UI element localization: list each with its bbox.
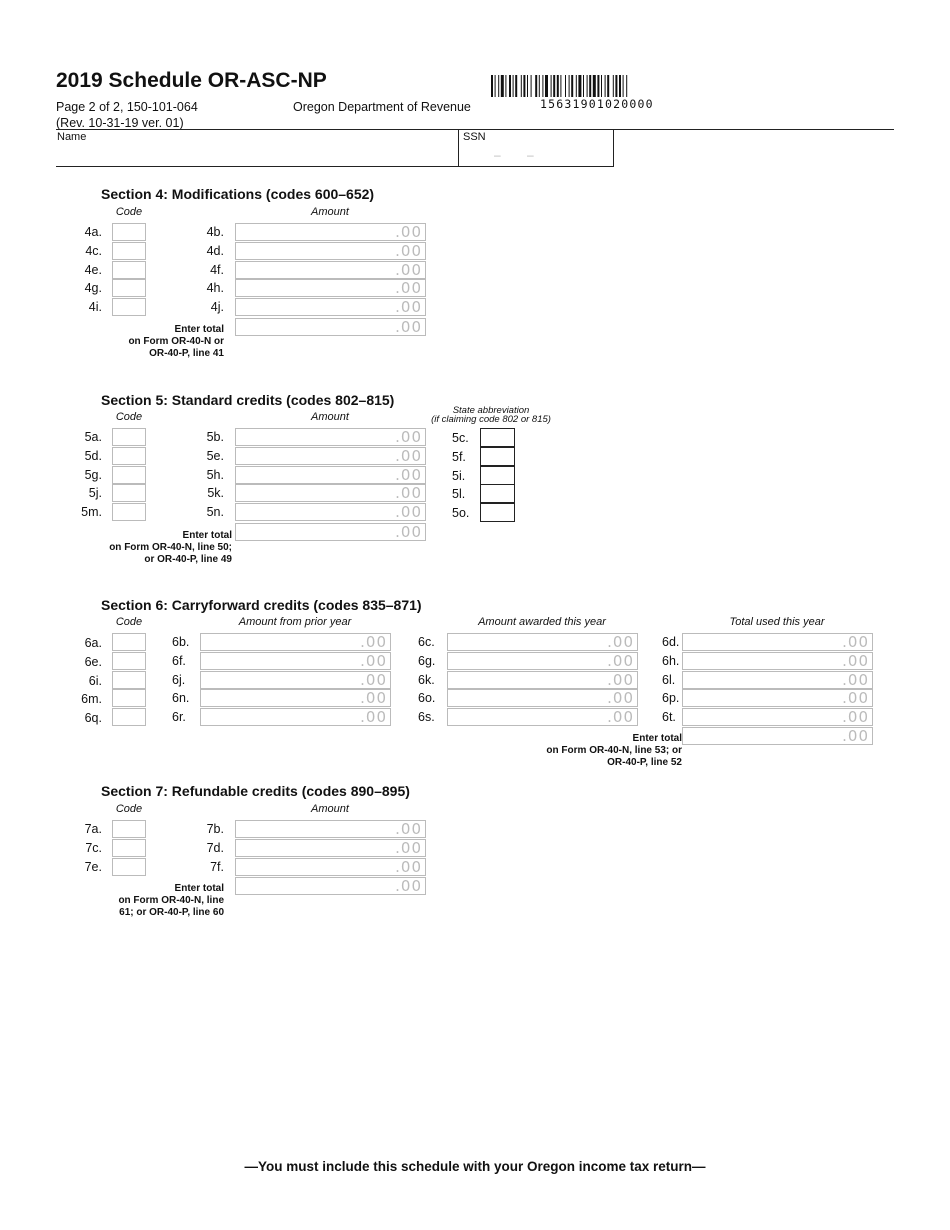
- section7-total-amount[interactable]: [235, 877, 426, 895]
- barcode-bar: [527, 75, 528, 97]
- barcode-bar: [607, 75, 609, 97]
- barcode-bar: [501, 75, 504, 97]
- barcode-bar: [523, 75, 525, 97]
- awarded-amount-input[interactable]: [447, 633, 638, 651]
- section7-total-label-line: 61; or OR-40-P, line 60: [119, 907, 224, 918]
- prior-year-amount-input[interactable]: [200, 708, 391, 726]
- section4-title: Section 4: Modifications (codes 600–652): [101, 186, 375, 202]
- code-input[interactable]: [112, 298, 146, 316]
- barcode-icon: [491, 75, 703, 97]
- cents-placeholder: .00: [395, 428, 422, 446]
- row-label: 6a.: [84, 636, 102, 650]
- barcode-bar: [498, 75, 499, 97]
- row-label: 6l.: [662, 672, 676, 687]
- section5-state-header-line: State abbreviation: [452, 405, 530, 416]
- cents-placeholder: .00: [395, 838, 422, 857]
- row-label: 5h.: [206, 467, 224, 482]
- barcode-bar: [545, 75, 548, 97]
- cents-placeholder: .00: [842, 689, 869, 708]
- cents-placeholder: .00: [360, 651, 387, 670]
- row-label: 7f.: [210, 859, 224, 874]
- code-input[interactable]: [112, 428, 146, 446]
- row-label: 5b.: [206, 430, 224, 444]
- agency-name: Oregon Department of Revenue: [293, 100, 471, 114]
- section5-title: Section 5: Standard credits (codes 802–815): [101, 392, 395, 408]
- row-label: 7a.: [84, 822, 102, 836]
- row-label: 4a.: [84, 225, 102, 239]
- section5-state-header: [425, 406, 557, 424]
- barcode-bar: [505, 75, 506, 97]
- code-input[interactable]: [112, 633, 146, 651]
- code-input[interactable]: [112, 652, 146, 670]
- name-label: Name: [57, 131, 87, 143]
- barcode-bar: [531, 75, 532, 97]
- section4-total-amount[interactable]: [235, 318, 426, 336]
- cents-placeholder: .00: [360, 633, 387, 651]
- section4-amount-header: Amount: [311, 206, 349, 218]
- row-label: 7c.: [85, 840, 102, 855]
- barcode-bar: [513, 75, 514, 97]
- amount-input[interactable]: [235, 261, 426, 279]
- row-label: 7e.: [84, 859, 102, 874]
- prior-year-amount-input[interactable]: [200, 671, 391, 689]
- used-amount-input[interactable]: [682, 689, 873, 707]
- cents-placeholder: .00: [395, 877, 422, 895]
- cents-placeholder: .00: [607, 689, 634, 708]
- code-input[interactable]: [112, 242, 146, 260]
- code-input[interactable]: [112, 279, 146, 297]
- row-label: 5a.: [84, 430, 102, 444]
- section5-total-label-line: on Form OR-40-N, line 50;: [109, 542, 232, 553]
- code-input[interactable]: [112, 261, 146, 279]
- awarded-amount-input[interactable]: [447, 671, 638, 689]
- section6-total-label-line: Enter total: [632, 733, 682, 744]
- row-label: 4f.: [210, 262, 224, 277]
- row-label: 6i.: [88, 673, 102, 688]
- section4-total-label-line: on Form OR-40-N or: [128, 336, 224, 347]
- cents-placeholder: .00: [842, 727, 869, 745]
- cents-placeholder: .00: [395, 223, 422, 241]
- section7-code-header: Code: [115, 803, 143, 815]
- code-input[interactable]: [112, 820, 146, 838]
- used-amount-input[interactable]: [682, 633, 873, 651]
- barcode-bar: [569, 75, 570, 97]
- section5-code-header: Code: [115, 411, 143, 423]
- used-amount-input[interactable]: [682, 708, 873, 726]
- code-input[interactable]: [112, 858, 146, 876]
- state-abbreviation-input[interactable]: [480, 484, 515, 503]
- barcode-bar: [626, 75, 627, 97]
- cents-placeholder: .00: [360, 670, 387, 689]
- row-label: 6s.: [418, 710, 435, 725]
- amount-input[interactable]: [235, 839, 426, 857]
- section6-total-amount[interactable]: [682, 727, 873, 745]
- section7-title: Section 7: Refundable credits (codes 890–895): [101, 783, 410, 799]
- amount-input[interactable]: [235, 466, 426, 484]
- row-label: 5k.: [207, 486, 224, 501]
- state-abbreviation-input[interactable]: [480, 503, 515, 522]
- barcode-bar: [587, 75, 588, 97]
- section5-amount-header: Amount: [311, 411, 349, 423]
- code-input[interactable]: [112, 503, 146, 521]
- row-label: 6t.: [662, 710, 676, 725]
- cents-placeholder: .00: [395, 857, 422, 876]
- cents-placeholder: .00: [842, 633, 869, 651]
- amount-input[interactable]: [235, 858, 426, 876]
- ssn-dash: –: [527, 148, 534, 162]
- section6-total-label-line: OR-40-P, line 52: [607, 757, 682, 768]
- cents-placeholder: .00: [395, 279, 422, 298]
- row-label: 5n.: [206, 505, 224, 520]
- section7-amount-header: Amount: [311, 803, 349, 815]
- revision: (Rev. 10-31-19 ver. 01): [56, 116, 184, 130]
- cents-placeholder: .00: [360, 689, 387, 708]
- section5-state-header-line: (if claiming code 802 or 815): [431, 414, 551, 425]
- barcode-bar: [535, 75, 537, 97]
- row-label: 6p.: [662, 691, 680, 706]
- code-input[interactable]: [112, 223, 146, 241]
- section4-total-label: [100, 324, 224, 360]
- barcode-bar: [589, 75, 591, 97]
- amount-input[interactable]: [235, 242, 426, 260]
- row-label: 6m.: [81, 692, 102, 707]
- name-field[interactable]: [57, 144, 455, 164]
- barcode-bar: [521, 75, 522, 97]
- row-label: 6j.: [172, 672, 186, 687]
- row-label: 5m.: [81, 505, 102, 520]
- amount-input[interactable]: [235, 298, 426, 316]
- cents-placeholder: .00: [607, 670, 634, 689]
- code-input[interactable]: [112, 447, 146, 465]
- section4-total-label-line: Enter total: [174, 324, 224, 335]
- row-label: 4i.: [88, 300, 102, 315]
- state-abbreviation-input[interactable]: [480, 428, 515, 447]
- row-label: 5l.: [452, 487, 466, 502]
- section6-used-header: Total used this year: [729, 616, 825, 628]
- barcode-bar: [565, 75, 566, 97]
- barcode-bar: [491, 75, 493, 97]
- amount-input[interactable]: [235, 279, 426, 297]
- header-rule: [56, 129, 894, 130]
- section6-awarded-header: Amount awarded this year: [478, 616, 606, 628]
- name-bottom-rule: [56, 166, 614, 167]
- row-label: 4d.: [206, 243, 224, 258]
- prior-year-amount-input[interactable]: [200, 633, 391, 651]
- name-ssn-divider: [458, 129, 459, 166]
- barcode-bar: [601, 75, 602, 97]
- barcode-bar: [583, 75, 584, 97]
- section4-total-label-line: OR-40-P, line 41: [149, 348, 224, 359]
- barcode-bar: [613, 75, 614, 97]
- code-input[interactable]: [112, 708, 146, 726]
- amount-input[interactable]: [235, 484, 426, 502]
- barcode-bar: [539, 75, 540, 97]
- barcode-bar: [615, 75, 617, 97]
- row-label: 5i.: [452, 468, 466, 483]
- cents-placeholder: .00: [360, 708, 387, 727]
- state-abbreviation-input[interactable]: [480, 466, 515, 485]
- row-label: 6q.: [84, 711, 102, 726]
- cents-placeholder: .00: [395, 260, 422, 279]
- cents-placeholder: .00: [607, 633, 634, 651]
- code-input[interactable]: [112, 466, 146, 484]
- row-label: 5c.: [452, 431, 469, 445]
- footer-notice: —You must include this schedule with your Oregon income tax return—: [244, 1159, 706, 1174]
- cents-placeholder: .00: [395, 241, 422, 260]
- page-info: Page 2 of 2, 150-101-064: [56, 100, 198, 114]
- barcode-bar: [515, 75, 517, 97]
- section7-total-label-line: Enter total: [174, 883, 224, 894]
- cents-placeholder: .00: [842, 708, 869, 727]
- row-label: 6b.: [172, 635, 190, 649]
- row-label: 4e.: [84, 262, 102, 277]
- row-label: 6n.: [172, 691, 190, 706]
- used-amount-input[interactable]: [682, 671, 873, 689]
- cents-placeholder: .00: [607, 651, 634, 670]
- barcode-number: 15631901020000: [540, 97, 654, 111]
- barcode-bar: [605, 75, 606, 97]
- cents-placeholder: .00: [395, 523, 422, 541]
- row-label: 4h.: [206, 281, 224, 296]
- state-abbreviation-input[interactable]: [480, 447, 515, 466]
- cents-placeholder: .00: [607, 708, 634, 727]
- row-label: 6k.: [418, 672, 435, 687]
- awarded-amount-input[interactable]: [447, 689, 638, 707]
- code-input[interactable]: [112, 839, 146, 857]
- row-label: 6e.: [84, 654, 102, 669]
- barcode-bar: [578, 75, 581, 97]
- row-label: 4c.: [85, 243, 102, 258]
- cents-placeholder: .00: [842, 670, 869, 689]
- row-label: 6c.: [418, 635, 435, 649]
- row-label: 7d.: [206, 840, 224, 855]
- ssn-field[interactable]: [462, 144, 610, 164]
- row-label: 5e.: [206, 448, 224, 463]
- row-label: 5d.: [84, 448, 102, 463]
- cents-placeholder: .00: [395, 298, 422, 317]
- barcode-bar: [560, 75, 561, 97]
- ssn-label: SSN: [463, 131, 486, 143]
- section7-total-label-line: on Form OR-40-N, line: [118, 895, 224, 906]
- cents-placeholder: .00: [395, 446, 422, 465]
- barcode-bar: [557, 75, 559, 97]
- awarded-amount-input[interactable]: [447, 652, 638, 670]
- section6-title: Section 6: Carryforward credits (codes 835–871): [101, 597, 422, 613]
- row-label: 4j.: [210, 300, 224, 315]
- section5-total-label-line: or OR-40-P, line 49: [144, 554, 232, 565]
- cents-placeholder: .00: [395, 484, 422, 503]
- ssn-right-border: [613, 129, 614, 166]
- barcode-bar: [551, 75, 552, 97]
- amount-input[interactable]: [235, 223, 426, 241]
- row-label: 6o.: [418, 691, 436, 706]
- section5-total-amount[interactable]: [235, 523, 426, 541]
- ssn-dash: –: [494, 148, 501, 162]
- barcode-bar: [623, 75, 624, 97]
- barcode-bar: [597, 75, 599, 97]
- code-input[interactable]: [112, 484, 146, 502]
- row-label: 4b.: [206, 225, 224, 239]
- cents-placeholder: .00: [395, 503, 422, 522]
- row-label: 5j.: [88, 486, 102, 501]
- cents-placeholder: .00: [395, 318, 422, 336]
- row-label: 6d.: [662, 635, 680, 649]
- barcode-bar: [509, 75, 511, 97]
- amount-input[interactable]: [235, 820, 426, 838]
- barcode-bar: [576, 75, 577, 97]
- code-input[interactable]: [112, 689, 146, 707]
- amount-input[interactable]: [235, 447, 426, 465]
- barcode-bar: [542, 75, 543, 97]
- code-input[interactable]: [112, 671, 146, 689]
- section6-prior-header: Amount from prior year: [238, 616, 352, 628]
- row-label: 7b.: [206, 822, 224, 836]
- section6-total-label: [530, 733, 682, 769]
- barcode-bar: [571, 75, 573, 97]
- cents-placeholder: .00: [842, 651, 869, 670]
- amount-input[interactable]: [235, 503, 426, 521]
- row-label: 6g.: [418, 653, 436, 668]
- row-label: 6r.: [172, 710, 186, 725]
- cents-placeholder: .00: [395, 465, 422, 484]
- section5-total-label: [90, 530, 232, 566]
- row-label: 4g.: [84, 281, 102, 296]
- awarded-amount-input[interactable]: [447, 708, 638, 726]
- section7-total-label: [100, 883, 224, 919]
- form-title: 2019 Schedule OR-ASC-NP: [56, 69, 327, 92]
- used-amount-input[interactable]: [682, 652, 873, 670]
- section4-code-header: Code: [115, 206, 143, 218]
- barcode-bar: [553, 75, 555, 97]
- row-label: 5o.: [452, 506, 470, 521]
- barcode-bar: [593, 75, 596, 97]
- section6-total-label-line: on Form OR-40-N, line 53; or: [546, 745, 682, 756]
- row-label: 5g.: [84, 467, 102, 482]
- section5-total-label-line: Enter total: [182, 530, 232, 541]
- prior-year-amount-input[interactable]: [200, 689, 391, 707]
- cents-placeholder: .00: [395, 820, 422, 838]
- section6-code-header: Code: [115, 616, 143, 628]
- amount-input[interactable]: [235, 428, 426, 446]
- barcode-bar: [619, 75, 621, 97]
- row-label: 6h.: [662, 653, 680, 668]
- row-label: 6f.: [172, 653, 186, 668]
- prior-year-amount-input[interactable]: [200, 652, 391, 670]
- barcode-bar: [495, 75, 496, 97]
- row-label: 5f.: [452, 449, 466, 464]
